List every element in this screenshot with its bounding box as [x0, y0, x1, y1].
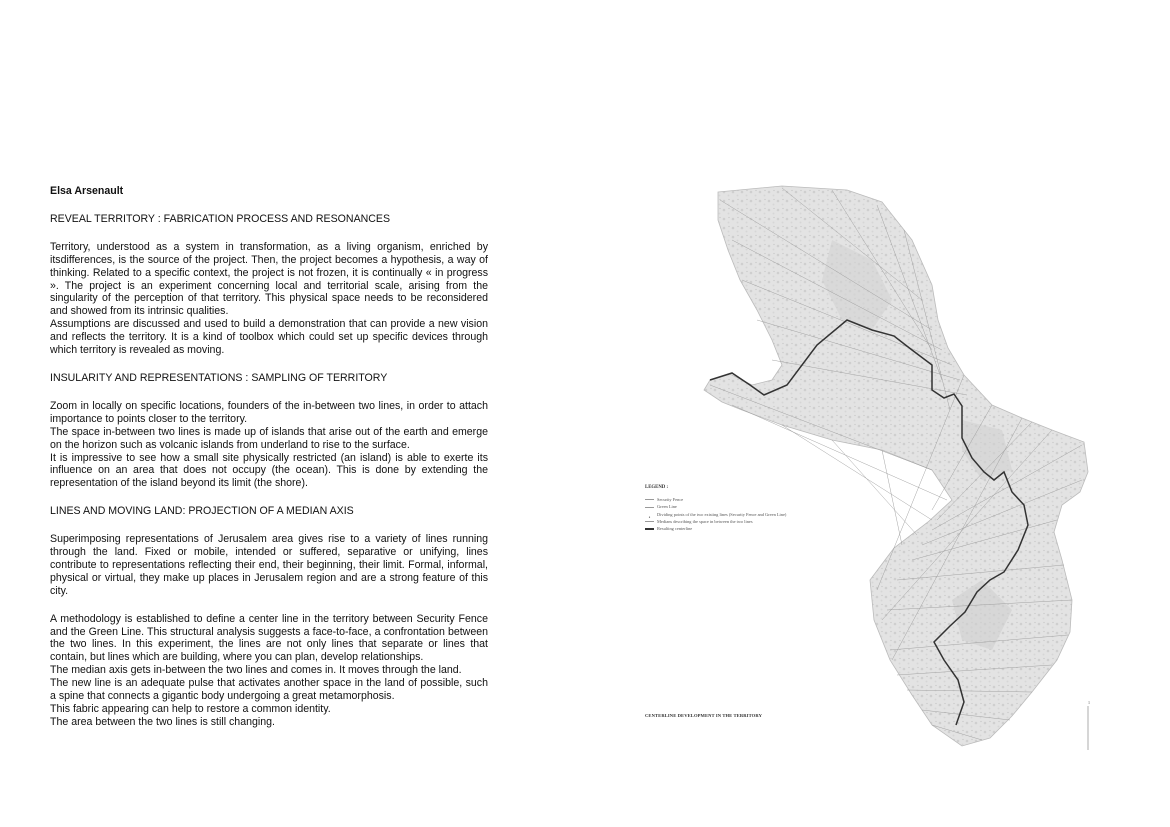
article-text	[50, 185, 488, 744]
section-heading-reveal-territory: REVEAL TERRITORY : FABRICATION PROCESS AND RESONANCES	[50, 212, 391, 225]
territory-map-figure	[632, 180, 1122, 755]
paragraph-line: The area between the two lines is still changing.	[50, 715, 275, 728]
paragraph	[50, 533, 488, 598]
land-mass	[704, 186, 1088, 746]
paragraph-line: The new line is an adequate pulse that activates another space in the land of possible, such a spine that connects a gigantic body undergoing a great metamorphosis.	[50, 677, 488, 703]
legend-label: Security Fence	[657, 497, 684, 503]
thick-line-icon	[645, 528, 654, 530]
paragraph	[50, 241, 488, 357]
paragraph-line: Territory, understood as a system in transformation, as a living organism, enriched by itsdifferences, is the source of the project. Then, the project becomes a hypothesis, a way of thinking. Related to a specific context, the project is not frozen, it is continually « in progress ». The project is an experiment concerning local and territorial scale, arising from the singularity of the perception of that territory. This physical space needs to be reconsidered and showed from its intrinsic qualities.	[50, 240, 488, 318]
map-legend	[645, 484, 786, 532]
figure-caption: CENTERLINE DEVELOPMENT IN THE TERRITORY	[645, 713, 762, 718]
thin-line-icon	[645, 507, 654, 508]
legend-label: Dividing points of the two existing lines (Security Fence and Green Line)	[657, 511, 787, 517]
legend-title: LEGEND :	[645, 485, 669, 490]
legend-item	[645, 511, 786, 518]
territory-map	[632, 180, 1122, 755]
paragraph	[50, 613, 488, 729]
paragraph-line: The space in-between two lines is made up of islands that arise out of the earth and emerge on the horizon such as volcanic islands from underland to rise to the surface.	[50, 425, 488, 451]
paragraph-line: The median axis gets in-between the two lines and comes in. It moves through the land.	[50, 664, 462, 677]
author-name: Elsa Arsenault	[50, 185, 124, 197]
legend-item	[645, 496, 786, 503]
paragraph	[50, 400, 488, 490]
paragraph-line: This fabric appearing can help to restore a common identity.	[50, 703, 331, 715]
paragraph-line: It is impressive to see how a small site physically restricted (an island) is able to exerte its influence on an area that does not occupy (the ocean). This is done by extending the representation of the island beyond its limit (the shore).	[50, 451, 488, 490]
paragraph-line: Assumptions are discussed and used to build a demonstration that can provide a new vision and reflects the territory. It is a kind of toolbox which could set up specific devices through which territory is revealed as moving.	[50, 318, 488, 357]
legend-item	[645, 518, 786, 525]
thin-line-icon	[645, 521, 654, 522]
legend-label: Medians describing the space in between the two lines	[657, 518, 753, 524]
section-heading-insularity: INSULARITY AND REPRESENTATIONS : SAMPLING OF TERRITORY	[50, 371, 388, 384]
thin-line-icon	[645, 499, 654, 500]
section-heading-lines-moving-land: LINES AND MOVING LAND: PROJECTION OF A MEDIAN AXIS	[50, 505, 354, 518]
legend-label: Green Line	[657, 504, 677, 510]
paragraph-line: A methodology is established to define a center line in the territory between Security Fence and the Green Line. This structural analysis suggests a face-to-face, a confrontation between the two lines. In this experiment, the lines are not only lines that separate or lines that contain, but lines which are building, where you can plan, develop relationships.	[50, 612, 488, 664]
paragraph-line: Superimposing representations of Jerusalem area gives rise to a variety of lines running through the land. Fixed or mobile, intended or suffered, separative or unifying, lines contribute to representations reflecting their end, their beginning, their limit. Formal, informal, physical or virtual, they make up places in Jerusalem region and are a strong feature of this city.	[50, 533, 488, 597]
legend-label: Resulting centerline	[657, 526, 693, 532]
legend-item	[645, 503, 786, 510]
paragraph-line: Zoom in locally on specific locations, founders of the in-between two lines, in order to attach importance to points closer to the territory.	[50, 399, 488, 425]
legend-item	[645, 525, 786, 532]
scale-label: 1	[1088, 700, 1090, 705]
